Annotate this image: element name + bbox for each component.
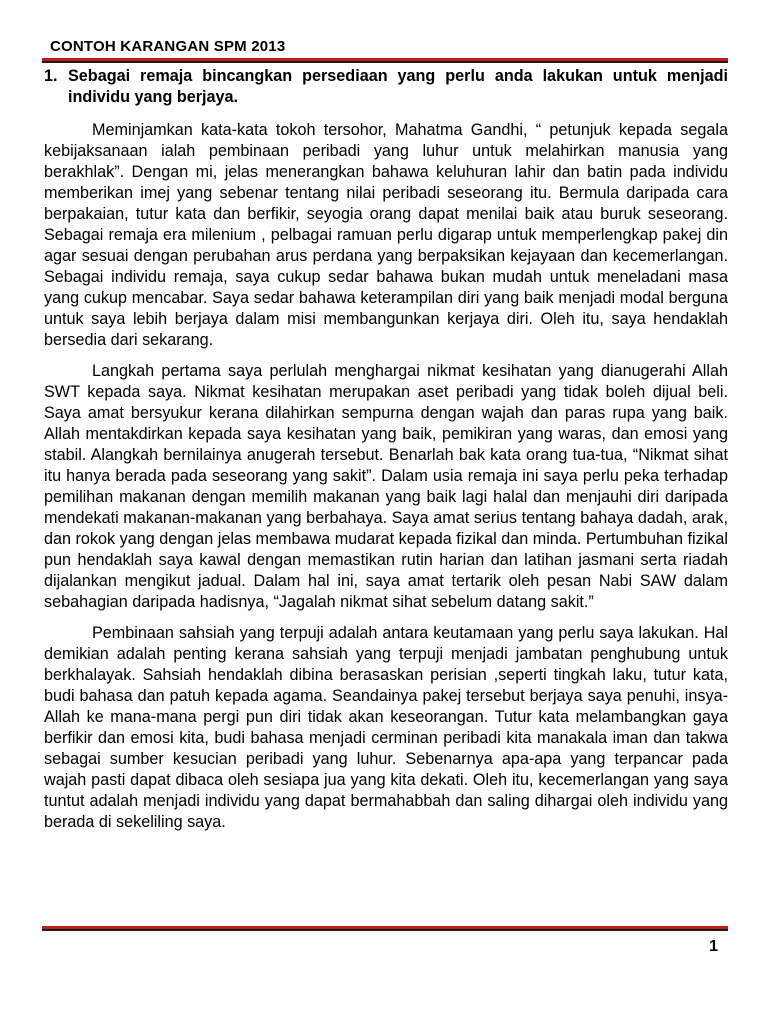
footer-rule (42, 926, 728, 931)
page-number: 1 (709, 938, 718, 955)
header-rule (42, 58, 728, 63)
document-header: CONTOH KARANGAN SPM 2013 (50, 38, 286, 55)
paragraph-introduction: Meminjamkan kata-kata tokoh tersohor, Mahatma Gandhi, “ petunjuk kepada segala kebijaksanaan ialah pembinaan peribadi yang luhur untuk melahirkan manusia yang berakhlak”. Dengan mi, jelas menerangkan bahawa keluhuran lahir dan batin pada individu memberikan imej yang sebenar tentang nilai peribadi seseorang itu. Bermula daripada cara berpakaian, tutur kata dan berfikir, seyogia orang dapat menilai baik atau buruk seseorang. Sebagai remaja era milenium , pelbagai ramuan perlu digarap untuk memperlengkap pakej din agar sesuai dengan perubahan arus perdana yang berpaksikan kejayaan dan kecemerlangan. Sebagai individu remaja, saya cukup sedar bahawa bukan mudah untuk meneladani masa yang cukup mencabar. Saya sedar bahawa keterampilan diri yang baik menjadi modal berguna untuk saya lebih berjaya dalam misi membangunkan kerjaya diri. Oleh itu, saya hendaklah bersedia dari sekarang. (44, 121, 728, 349)
question-text: Sebagai remaja bincangkan persediaan yang perlu anda lakukan untuk menjadi individu yang berjaya. (68, 67, 728, 106)
question-number: 1. (44, 67, 58, 85)
essay-body (44, 120, 728, 843)
paragraph-health: Langkah pertama saya perlulah menghargai nikmat kesihatan yang dianugerahi Allah SWT kepada saya. Nikmat kesihatan merupakan aset peribadi yang tidak boleh dijual beli. Saya amat bersyukur kerana dilahirkan sempurna dengan wajah dan paras rupa yang baik. Allah mentakdirkan kepada saya kesihatan yang baik, pemikiran yang waras, dan emosi yang stabil. Alangkah bernilainya anugerah tersebut. Benarlah bak kata orang tua-tua, “Nikmat sihat itu hanya berada pada seseorang yang sakit”. Dalam usia remaja ini saya perlu peka terhadap pemilihan makanan dengan memilih makanan yang baik lagi halal dan menjauhi diri daripada mendekati makanan-makanan yang berbahaya. Saya amat serius tentang bahaya dadah, arak, dan rokok yang dengan jelas membawa mudarat kepada fizikal dan minda. Pertumbuhan fizikal pun hendaklah saya kawal dengan memastikan rutin harian dan latihan jasmani serta riadah dijalankan mengikut jadual. Dalam hal ini, saya amat tertarik oleh pesan Nabi SAW dalam sebahagian daripada hadisnya, “Jagalah nikmat sihat sebelum datang sakit.” (44, 362, 728, 611)
paragraph-character: Pembinaan sahsiah yang terpuji adalah antara keutamaan yang perlu saya lakukan. Hal demikian adalah penting kerana sahsiah yang terpuji menjadi jambatan penghubung untuk berkhalayak. Sahsiah hendaklah dibina berasaskan perisian ,seperti tingkah laku, tutur kata, budi bahasa dan patuh kepada agama. Seandainya pakej tersebut berjaya saya penuhi, insya-Allah ke mana-mana pergi pun diri tidak akan keseorangan. Tutur kata melambangkan gaya berfikir dan emosi kita, budi bahasa menjadi cerminan peribadi kita manakala iman dan takwa sebagai sumber kesucian peribadi yang luhur. Sebenarnya apa-apa yang terpancar pada wajah pasti dapat dibaca oleh sesiapa jua yang kita dekati. Oleh itu, kecemerlangan yang saya tuntut adalah menjadi individu yang dapat bermahabbah dan saling dihargai oleh individu yang berada di sekeliling saya. (44, 624, 728, 831)
essay-question (44, 66, 728, 108)
